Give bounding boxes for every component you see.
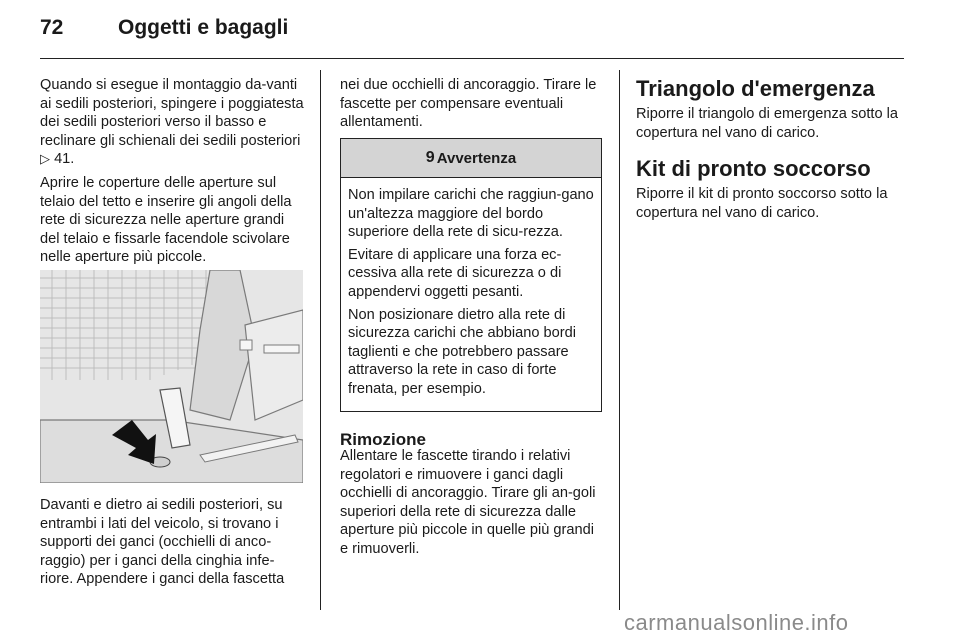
warning-box: [340, 138, 602, 412]
paragraph: Allentare le fascette tirando i relativi regolatori e rimuovere i ganci dagli occhielli di ancoraggio. Tirare gli an-goli superiori della rete di sicurezza dalle aperture più piccole in quelle più grandi e rimuoverli.: [340, 448, 596, 557]
warning-paragraph: Non impilare carichi che raggiun-gano un'altezza maggiore del bordo superiore della rete di sicu-rezza.: [348, 187, 594, 241]
page-number: 72: [40, 16, 64, 39]
column-3: [636, 76, 900, 227]
paragraph: Riporre il triangolo di emergenza sotto la copertura nel vano di carico.: [636, 106, 899, 141]
chapter-title: Oggetti e bagagli: [118, 16, 289, 39]
page-reference: 41.: [54, 151, 75, 168]
column-1: [40, 76, 306, 272]
column-divider: [619, 70, 620, 610]
paragraph: Davanti e dietro ai sedili posteriori, su entrambi i lati del veicolo, si trovano i supporti dei ganci (occhielli di anco-raggio) per i ganci della cinghia infe-riore. Appendere i ganci della fascetta: [40, 497, 285, 588]
warning-body: [341, 178, 601, 411]
warning-paragraph: Evitare di applicare una forza ec-cessiva alla rete di sicurezza o di appendervi oggetti pesanti.: [348, 246, 562, 300]
section-heading-triangle: Triangolo d'emergenza: [636, 76, 875, 101]
cargo-area-illustration: [40, 270, 303, 483]
warning-paragraph: Non posizionare dietro alla rete di sicurezza carichi che abbiano bordi taglienti e che potrebbero passare attraverso la rete in caso di forte frenata, per esempio.: [348, 306, 576, 397]
warning-header: [341, 139, 601, 178]
section-heading-first-aid: Kit di pronto soccorso: [636, 156, 871, 182]
paragraph-text: Quando si esegue il montaggio da-vanti ai sedili posteriori, spingere i poggiatesta dei sedili posteriori verso il basso e reclinare gli schienali dei sedili posteriori: [40, 77, 304, 149]
watermark: carmanualsonline.info: [624, 610, 849, 635]
warning-title: Avvertenza: [436, 149, 517, 167]
page-reference-icon: ▷: [40, 151, 50, 167]
paragraph: Aprire le coperture delle aperture sul telaio del tetto e inserire gli angoli della rete di sicurezza nelle aperture grandi del telaio e fissarle facendole scivolare nelle aperture più piccole.: [40, 174, 292, 266]
column-divider: [320, 70, 321, 610]
paragraph: Riporre il kit di pronto soccorso sotto la copertura nel vano di carico.: [636, 186, 888, 221]
column-2: [340, 76, 604, 137]
section-heading-removal: Rimozione: [340, 430, 426, 449]
warning-icon: 9: [425, 149, 435, 166]
paragraph: [40, 76, 306, 169]
page-header: [40, 16, 904, 56]
illustration-anchor-eyelet: [40, 270, 303, 483]
header-divider: [40, 58, 904, 59]
paragraph: nei due occhielli di ancoraggio. Tirare le fascette per compensare eventuali allentamenti.: [340, 77, 597, 131]
